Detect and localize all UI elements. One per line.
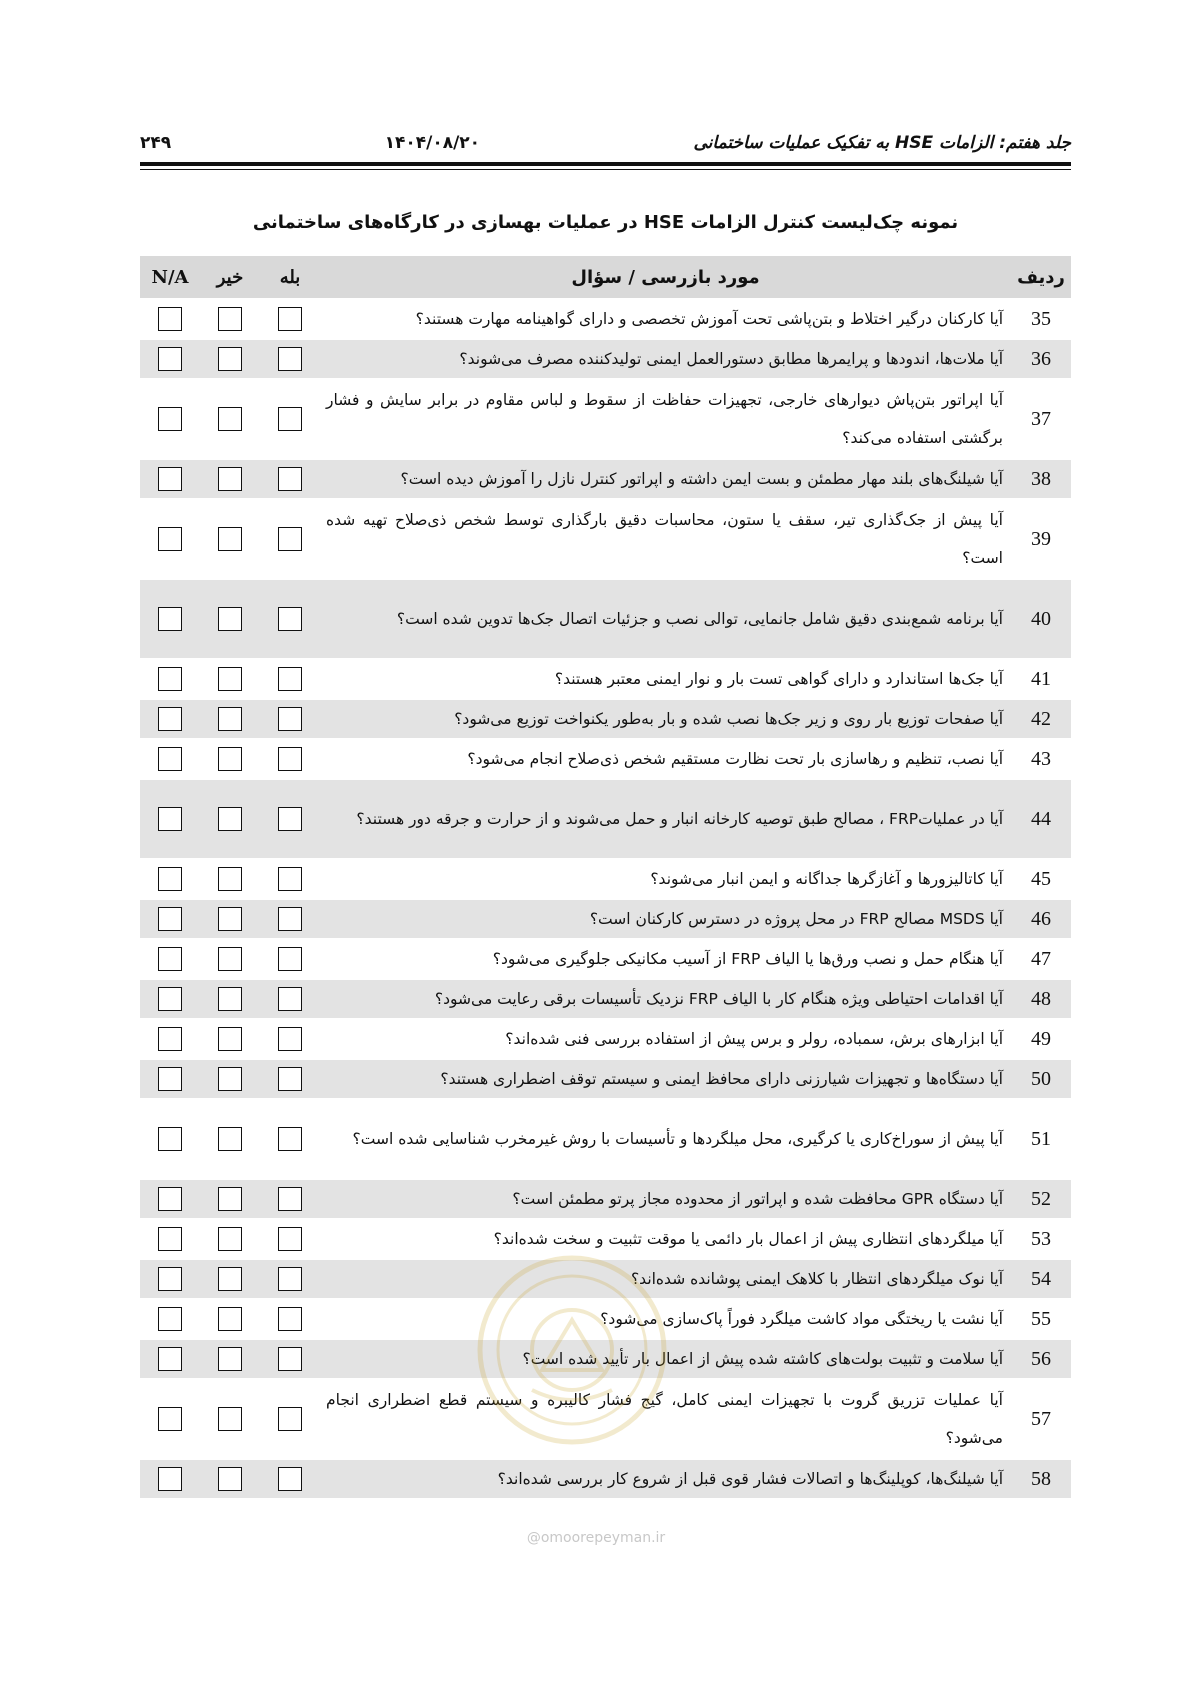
- cell-no: [200, 779, 260, 859]
- cell-na: [140, 459, 200, 499]
- checkbox-yes[interactable]: [278, 1467, 302, 1491]
- cell-yes: [260, 1379, 320, 1459]
- checkbox-yes[interactable]: [278, 707, 302, 731]
- checkbox-na[interactable]: [158, 1127, 182, 1151]
- cell-na: [140, 299, 200, 339]
- cell-no: [200, 1179, 260, 1219]
- table-row: [140, 1019, 1071, 1059]
- cell-yes: [260, 1259, 320, 1299]
- row-question: آیا شیلنگ‌های بلند مهار مطمئن و بست ایمن داشته و اپراتور کنترل نازل را آموزش دیده است؟: [320, 459, 1011, 499]
- checkbox-no[interactable]: [218, 947, 242, 971]
- checkbox-yes[interactable]: [278, 1067, 302, 1091]
- cell-yes: [260, 739, 320, 779]
- row-question: آیا نوک میلگردهای انتظار با کلاهک ایمنی پوشانده شده‌اند؟: [320, 1259, 1011, 1299]
- checkbox-na[interactable]: [158, 1227, 182, 1251]
- checkbox-no[interactable]: [218, 1467, 242, 1491]
- checklist-table: [140, 256, 1071, 1500]
- cell-na: [140, 579, 200, 659]
- cell-yes: [260, 579, 320, 659]
- checkbox-na[interactable]: [158, 1407, 182, 1431]
- checkbox-yes[interactable]: [278, 467, 302, 491]
- row-number: 48: [1011, 979, 1071, 1019]
- table-row: [140, 339, 1071, 379]
- checkbox-no[interactable]: [218, 1407, 242, 1431]
- cell-no: [200, 1459, 260, 1499]
- cell-na: [140, 1379, 200, 1459]
- cell-no: [200, 699, 260, 739]
- row-number: 41: [1011, 659, 1071, 699]
- cell-yes: [260, 1059, 320, 1099]
- row-question: آیا هنگام حمل و نصب ورق‌ها یا الیاف FRP از آسیب مکانیکی جلوگیری می‌شود؟: [320, 939, 1011, 979]
- checkbox-yes[interactable]: [278, 1347, 302, 1371]
- table-row: [140, 1099, 1071, 1179]
- header-row-no: ردیف: [1011, 256, 1071, 299]
- cell-na: [140, 1459, 200, 1499]
- checkbox-no[interactable]: [218, 707, 242, 731]
- checkbox-na[interactable]: [158, 1307, 182, 1331]
- checkbox-yes[interactable]: [278, 1267, 302, 1291]
- table-row: [140, 979, 1071, 1019]
- cell-yes: [260, 979, 320, 1019]
- checkbox-na[interactable]: [158, 667, 182, 691]
- cell-yes: [260, 859, 320, 899]
- checkbox-yes[interactable]: [278, 907, 302, 931]
- checkbox-na[interactable]: [158, 867, 182, 891]
- cell-na: [140, 1299, 200, 1339]
- row-number: 42: [1011, 699, 1071, 739]
- row-question: آیا جک‌ها استاندارد و دارای گواهی تست بار و نوار ایمنی معتبر هستند؟: [320, 659, 1011, 699]
- row-number: 36: [1011, 339, 1071, 379]
- header-yes: بله: [260, 256, 320, 299]
- cell-na: [140, 499, 200, 579]
- cell-no: [200, 299, 260, 339]
- checkbox-na[interactable]: [158, 807, 182, 831]
- cell-na: [140, 899, 200, 939]
- checkbox-yes[interactable]: [278, 867, 302, 891]
- table-row: [140, 299, 1071, 339]
- checkbox-no[interactable]: [218, 307, 242, 331]
- cell-yes: [260, 779, 320, 859]
- row-number: 56: [1011, 1339, 1071, 1379]
- checkbox-no[interactable]: [218, 1227, 242, 1251]
- checkbox-no[interactable]: [218, 1027, 242, 1051]
- cell-no: [200, 339, 260, 379]
- checkbox-no[interactable]: [218, 807, 242, 831]
- cell-yes: [260, 499, 320, 579]
- checkbox-na[interactable]: [158, 1347, 182, 1371]
- table-row: [140, 1379, 1071, 1459]
- row-number: 45: [1011, 859, 1071, 899]
- footer-url: @omoorepeyman.ir: [526, 1530, 666, 1546]
- row-question: آیا دستگاه GPR محافظت شده و اپراتور از محدوده مجاز پرتو مطمئن است؟: [320, 1179, 1011, 1219]
- cell-no: [200, 1099, 260, 1179]
- checkbox-yes[interactable]: [278, 1187, 302, 1211]
- row-number: 43: [1011, 739, 1071, 779]
- cell-na: [140, 1059, 200, 1099]
- cell-no: [200, 859, 260, 899]
- checkbox-na[interactable]: [158, 1187, 182, 1211]
- page-number: ۲۴۹: [140, 133, 172, 153]
- checkbox-yes[interactable]: [278, 947, 302, 971]
- checkbox-na[interactable]: [158, 987, 182, 1011]
- checkbox-na[interactable]: [158, 467, 182, 491]
- row-question: آیا نشت یا ریختگی مواد کاشت میلگرد فوراً پاک‌سازی می‌شود؟: [320, 1299, 1011, 1339]
- cell-yes: [260, 459, 320, 499]
- checkbox-na[interactable]: [158, 747, 182, 771]
- cell-no: [200, 379, 260, 459]
- cell-yes: [260, 1459, 320, 1499]
- row-question: آیا MSDS مصالح FRP در محل پروژه در دسترس کارکنان است؟: [320, 899, 1011, 939]
- checkbox-na[interactable]: [158, 407, 182, 431]
- checkbox-yes[interactable]: [278, 1127, 302, 1151]
- cell-no: [200, 899, 260, 939]
- table-row: [140, 1459, 1071, 1499]
- cell-no: [200, 1339, 260, 1379]
- cell-na: [140, 979, 200, 1019]
- cell-na: [140, 939, 200, 979]
- table-header-row: [140, 256, 1071, 299]
- cell-na: [140, 339, 200, 379]
- checkbox-na[interactable]: [158, 607, 182, 631]
- cell-yes: [260, 379, 320, 459]
- checkbox-no[interactable]: [218, 1307, 242, 1331]
- checkbox-yes[interactable]: [278, 1027, 302, 1051]
- row-question: آیا پیش از سوراخ‌کاری یا کرگیری، محل میلگردها و تأسیسات با روش غیرمخرب شناسایی شده است؟: [320, 1099, 1011, 1179]
- row-question: آیا میلگردهای انتظاری پیش از اعمال بار دائمی یا موقت تثبیت و سخت شده‌اند؟: [320, 1219, 1011, 1259]
- row-number: 39: [1011, 499, 1071, 579]
- cell-na: [140, 1339, 200, 1379]
- cell-yes: [260, 939, 320, 979]
- checkbox-na[interactable]: [158, 1027, 182, 1051]
- table-row: [140, 459, 1071, 499]
- row-number: 57: [1011, 1379, 1071, 1459]
- cell-na: [140, 859, 200, 899]
- checkbox-na[interactable]: [158, 527, 182, 551]
- header-na: N/A: [140, 256, 200, 299]
- row-question: آیا ابزارهای برش، سمباده، رولر و برس پیش از استفاده بررسی فنی شده‌اند؟: [320, 1019, 1011, 1059]
- row-number: 47: [1011, 939, 1071, 979]
- cell-no: [200, 939, 260, 979]
- row-question: آیا برنامه شمع‌بندی دقیق شامل جانمایی، توالی نصب و جزئیات اتصال جک‌ها تدوین شده است؟: [320, 579, 1011, 659]
- row-number: 38: [1011, 459, 1071, 499]
- cell-yes: [260, 659, 320, 699]
- header-title: جلد هفتم: الزامات HSE به تفکیک عملیات ساختمانی: [693, 133, 1071, 153]
- row-question: آیا کارکنان درگیر اختلاط و بتن‌پاشی تحت آموزش تخصصی و دارای گواهینامه مهارت هستند؟: [320, 299, 1011, 339]
- row-question: آیا صفحات توزیع بار روی و زیر جک‌ها نصب شده و بار به‌طور یکنواخت توزیع می‌شود؟: [320, 699, 1011, 739]
- checkbox-yes[interactable]: [278, 1227, 302, 1251]
- cell-no: [200, 1299, 260, 1339]
- table-row: [140, 739, 1071, 779]
- checkbox-no[interactable]: [218, 1067, 242, 1091]
- checkbox-na[interactable]: [158, 907, 182, 931]
- row-question: آیا عملیات تزریق گروت با تجهیزات ایمنی کامل، گیج فشار کالیبره و سیستم قطع اضطراری انجام می‌شود؟: [320, 1379, 1011, 1459]
- checkbox-na[interactable]: [158, 1067, 182, 1091]
- cell-no: [200, 1059, 260, 1099]
- cell-no: [200, 579, 260, 659]
- cell-yes: [260, 699, 320, 739]
- cell-no: [200, 1379, 260, 1459]
- cell-no: [200, 499, 260, 579]
- row-question: آیا دستگاه‌ها و تجهیزات شیارزنی دارای محافظ ایمنی و سیستم توقف اضطراری هستند؟: [320, 1059, 1011, 1099]
- table-row: [140, 899, 1071, 939]
- checkbox-na[interactable]: [158, 347, 182, 371]
- checkbox-no[interactable]: [218, 1127, 242, 1151]
- cell-na: [140, 1019, 200, 1059]
- cell-na: [140, 1099, 200, 1179]
- cell-na: [140, 739, 200, 779]
- checkbox-no[interactable]: [218, 407, 242, 431]
- table-row: [140, 1179, 1071, 1219]
- table-row: [140, 579, 1071, 659]
- cell-yes: [260, 339, 320, 379]
- cell-no: [200, 1219, 260, 1259]
- table-row: [140, 1299, 1071, 1339]
- checkbox-yes[interactable]: [278, 347, 302, 371]
- checklist-title: نمونه چک‌لیست کنترل الزامات HSE در عملیات بهسازی در کارگاه‌های ساختمانی: [252, 212, 959, 233]
- checkbox-na[interactable]: [158, 1467, 182, 1491]
- header-no: خیر: [200, 256, 260, 299]
- cell-no: [200, 459, 260, 499]
- cell-yes: [260, 1179, 320, 1219]
- checkbox-yes[interactable]: [278, 607, 302, 631]
- checkbox-no[interactable]: [218, 347, 242, 371]
- table-row: [140, 1339, 1071, 1379]
- row-question: آیا در عملیاتFRP ، مصالح طبق توصیه کارخانه انبار و حمل می‌شوند و از حرارت و جرقه دور هستند؟: [320, 779, 1011, 859]
- cell-yes: [260, 299, 320, 339]
- table-row: [140, 859, 1071, 899]
- checkbox-na[interactable]: [158, 707, 182, 731]
- row-question: آیا ملات‌ها، اندودها و پرایمرها مطابق دستورالعمل ایمنی تولیدکننده مصرف می‌شوند؟: [320, 339, 1011, 379]
- row-number: 52: [1011, 1179, 1071, 1219]
- table-row: [140, 939, 1071, 979]
- cell-na: [140, 1219, 200, 1259]
- row-number: 35: [1011, 299, 1071, 339]
- cell-yes: [260, 1339, 320, 1379]
- row-number: 54: [1011, 1259, 1071, 1299]
- table-row: [140, 1259, 1071, 1299]
- checkbox-yes[interactable]: [278, 407, 302, 431]
- table-row: [140, 499, 1071, 579]
- checkbox-yes[interactable]: [278, 307, 302, 331]
- row-question: آیا اپراتور بتن‌پاش دیوارهای خارجی، تجهیزات حفاظت از سقوط و لباس مقاوم در برابر سایش و فشار برگشتی استفاده می‌کند؟: [320, 379, 1011, 459]
- cell-no: [200, 1019, 260, 1059]
- checkbox-no[interactable]: [218, 467, 242, 491]
- row-question: آیا پیش از جک‌گذاری تیر، سقف یا ستون، محاسبات دقیق بارگذاری توسط شخص ذی‌صلاح تهیه شده است؟: [320, 499, 1011, 579]
- row-question: آیا کاتالیزورها و آغازگرها جداگانه و ایمن انبار می‌شوند؟: [320, 859, 1011, 899]
- checkbox-yes[interactable]: [278, 1407, 302, 1431]
- checkbox-yes[interactable]: [278, 527, 302, 551]
- checkbox-yes[interactable]: [278, 987, 302, 1011]
- table-row: [140, 699, 1071, 739]
- cell-na: [140, 699, 200, 739]
- row-number: 37: [1011, 379, 1071, 459]
- row-number: 49: [1011, 1019, 1071, 1059]
- row-number: 50: [1011, 1059, 1071, 1099]
- checkbox-no[interactable]: [218, 747, 242, 771]
- table-row: [140, 779, 1071, 859]
- header-rule-thick: [140, 162, 1071, 166]
- cell-na: [140, 1179, 200, 1219]
- checkbox-na[interactable]: [158, 307, 182, 331]
- checkbox-yes[interactable]: [278, 1307, 302, 1331]
- checkbox-no[interactable]: [218, 607, 242, 631]
- cell-yes: [260, 899, 320, 939]
- table-row: [140, 1219, 1071, 1259]
- checkbox-no[interactable]: [218, 1187, 242, 1211]
- checkbox-no[interactable]: [218, 527, 242, 551]
- cell-na: [140, 659, 200, 699]
- table-row: [140, 1059, 1071, 1099]
- checkbox-no[interactable]: [218, 987, 242, 1011]
- cell-na: [140, 1259, 200, 1299]
- header-question: مورد بازرسی / سؤال: [320, 256, 1011, 299]
- checkbox-no[interactable]: [218, 667, 242, 691]
- header-rule-thin: [140, 169, 1071, 170]
- cell-yes: [260, 1299, 320, 1339]
- cell-no: [200, 979, 260, 1019]
- checkbox-yes[interactable]: [278, 667, 302, 691]
- cell-no: [200, 739, 260, 779]
- cell-na: [140, 779, 200, 859]
- cell-yes: [260, 1219, 320, 1259]
- checkbox-no[interactable]: [218, 1347, 242, 1371]
- row-number: 51: [1011, 1099, 1071, 1179]
- table-row: [140, 659, 1071, 699]
- row-question: آیا نصب، تنظیم و رهاسازی بار تحت نظارت مستقیم شخص ذی‌صلاح انجام می‌شود؟: [320, 739, 1011, 779]
- row-number: 58: [1011, 1459, 1071, 1499]
- page-header: [140, 128, 1071, 158]
- checkbox-no[interactable]: [218, 867, 242, 891]
- checklist-rows: [140, 299, 1071, 1499]
- row-question: آیا شیلنگ‌ها، کوپلینگ‌ها و اتصالات فشار قوی قبل از شروع کار بررسی شده‌اند؟: [320, 1459, 1011, 1499]
- checkbox-na[interactable]: [158, 1267, 182, 1291]
- row-question: آیا سلامت و تثبیت بولت‌های کاشته شده پیش از اعمال بار تأیید شده است؟: [320, 1339, 1011, 1379]
- row-question: آیا اقدامات احتیاطی ویژه هنگام کار با الیاف FRP نزدیک تأسیسات برقی رعایت می‌شود؟: [320, 979, 1011, 1019]
- row-number: 44: [1011, 779, 1071, 859]
- cell-yes: [260, 1099, 320, 1179]
- checkbox-na[interactable]: [158, 947, 182, 971]
- cell-no: [200, 659, 260, 699]
- cell-na: [140, 379, 200, 459]
- checkbox-yes[interactable]: [278, 747, 302, 771]
- row-number: 46: [1011, 899, 1071, 939]
- checkbox-no[interactable]: [218, 907, 242, 931]
- row-number: 40: [1011, 579, 1071, 659]
- header-date: ۱۴۰۴/۰۸/۲۰: [384, 133, 481, 153]
- row-number: 53: [1011, 1219, 1071, 1259]
- table-row: [140, 379, 1071, 459]
- checkbox-no[interactable]: [218, 1267, 242, 1291]
- checkbox-yes[interactable]: [278, 807, 302, 831]
- cell-yes: [260, 1019, 320, 1059]
- cell-no: [200, 1259, 260, 1299]
- row-number: 55: [1011, 1299, 1071, 1339]
